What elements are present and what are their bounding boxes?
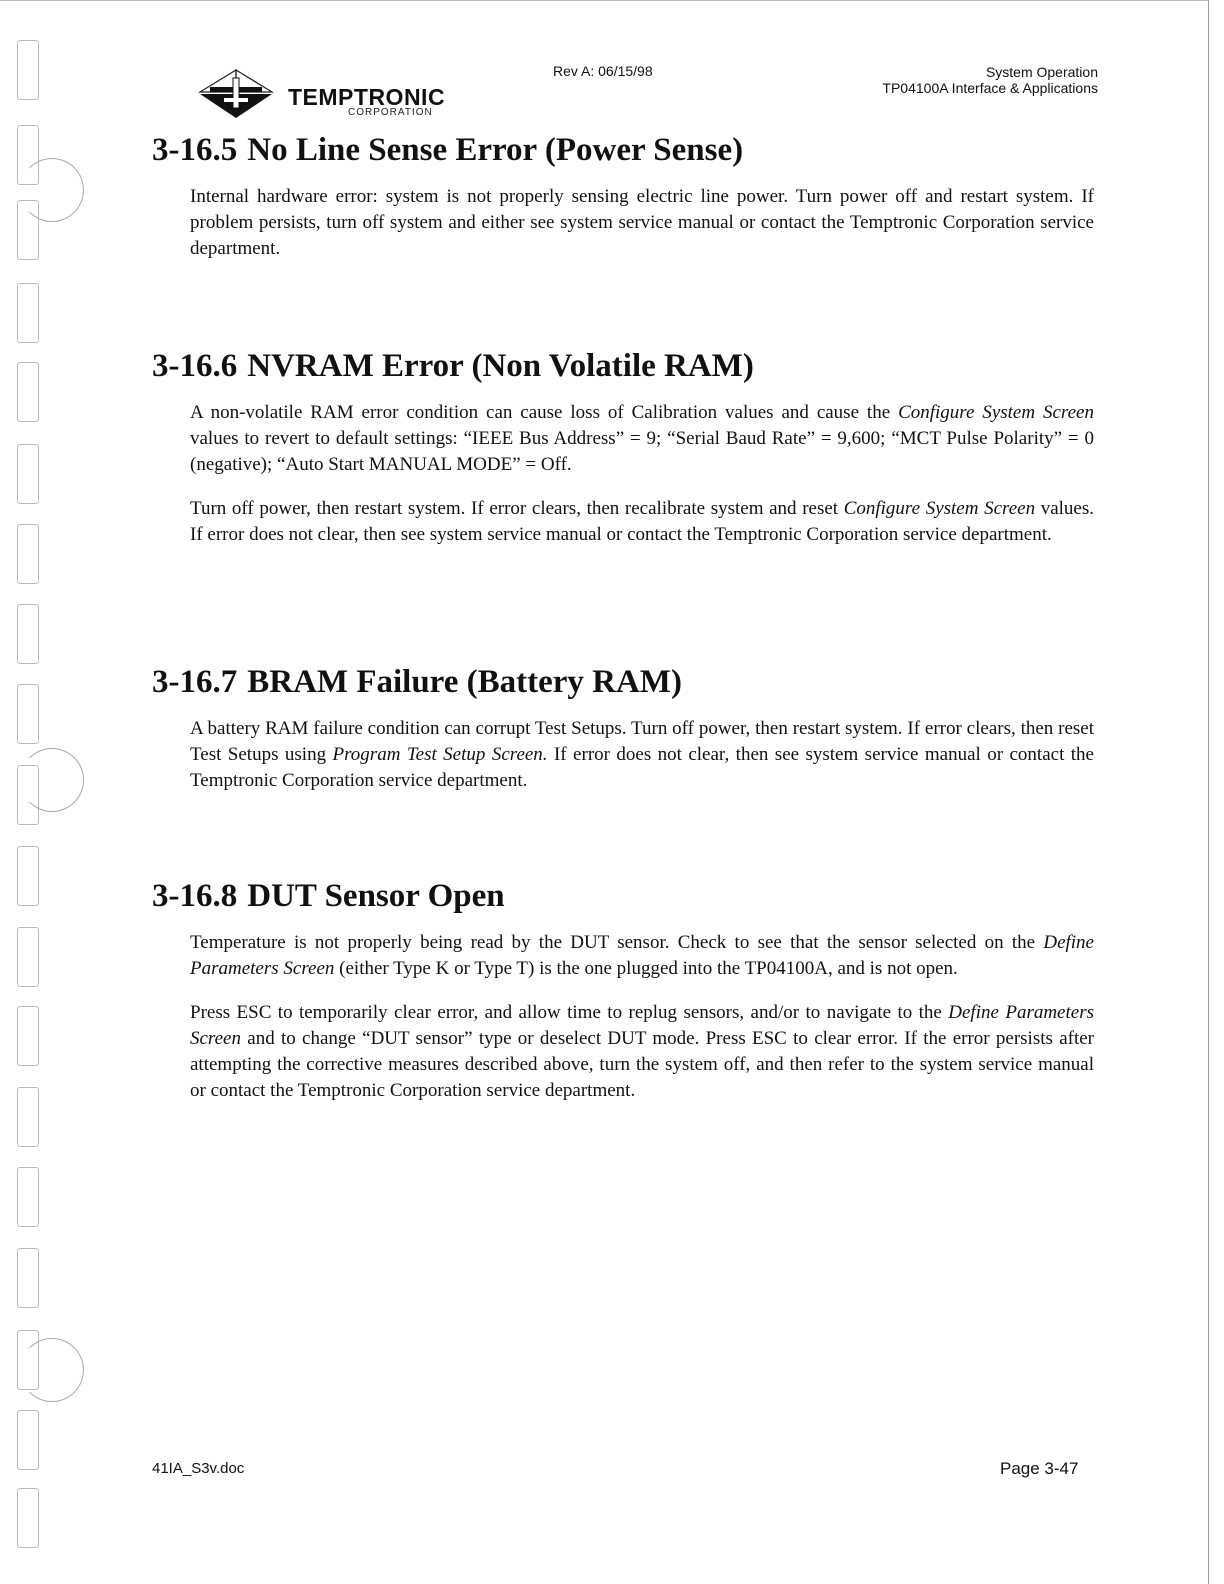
- section-3-16-5: [152, 130, 1094, 280]
- section-3-16-7: [152, 662, 1094, 812]
- header-right: [882, 64, 1098, 96]
- document-title: TP04100A Interface & Applications: [882, 80, 1098, 96]
- section-paragraph: Turn off power, then restart system. If error clears, then recalibrate system and reset Configure System Screen values. If error does not clear, then see system service manual or contact the Temptronic Corporation service department.: [190, 498, 1095, 545]
- section-heading: 3-16.6 NVRAM Error (Non Volatile RAM): [152, 348, 754, 384]
- company-subtitle: CORPORATION: [348, 107, 433, 118]
- section-title: System Operation: [985, 64, 1098, 80]
- section-paragraph: Temperature is not properly being read by the DUT sensor. Check to see that the sensor selected on the Define Parameters Screen (either Type K or Type T) is the one plugged into the TP04100A, and is not open.: [190, 932, 1094, 979]
- section-heading: 3-16.5 No Line Sense Error (Power Sense): [152, 132, 744, 168]
- section-paragraph: Internal hardware error: system is not properly sensing electric line power. Turn power off and restart system. If problem persists, turn off system and either see system service manual or contact the Temptronic Corporation service department.: [190, 186, 1094, 259]
- section-3-16-8: [152, 876, 1094, 1122]
- company-name: TEMPTRONIC: [288, 84, 446, 110]
- section-heading: 3-16.7 BRAM Failure (Battery RAM): [152, 664, 682, 700]
- section-paragraph: A non-volatile RAM error condition can cause loss of Calibration values and cause the Configure System Screen values to revert to default settings: “IEEE Bus Address” = 9; “Serial Baud Rate” = 9,600; “MCT Pulse Polarity” = 0 (negative); “Auto Start MANUAL MODE” = Off.: [190, 402, 1094, 475]
- section-heading: 3-16.8 DUT Sensor Open: [152, 878, 505, 914]
- section-paragraph: A battery RAM failure condition can corrupt Test Setups. Turn off power, then restart system. If error clears, then reset Test Setups using Program Test Setup Screen. If error does not clear, then see system service manual or contact the Temptronic Corporation service department.: [190, 718, 1094, 791]
- section-paragraph: Press ESC to temporarily clear error, and allow time to replug sensors, and/or to navigate to the Define Parameters Screen and to change “DUT sensor” type or deselect DUT mode. Press ESC to clear error. If the error persists after attempting the corrective measures described above, turn the system off, and then refer to the system service manual or contact the Temptronic Corporation service department.: [190, 1002, 1094, 1101]
- revision-date: Rev A: 06/15/98: [553, 63, 653, 79]
- footer-filename: 41IA_S3v.doc: [152, 1460, 245, 1477]
- section-3-16-6: [152, 346, 1094, 566]
- footer-page-number: Page 3-47: [1000, 1459, 1079, 1478]
